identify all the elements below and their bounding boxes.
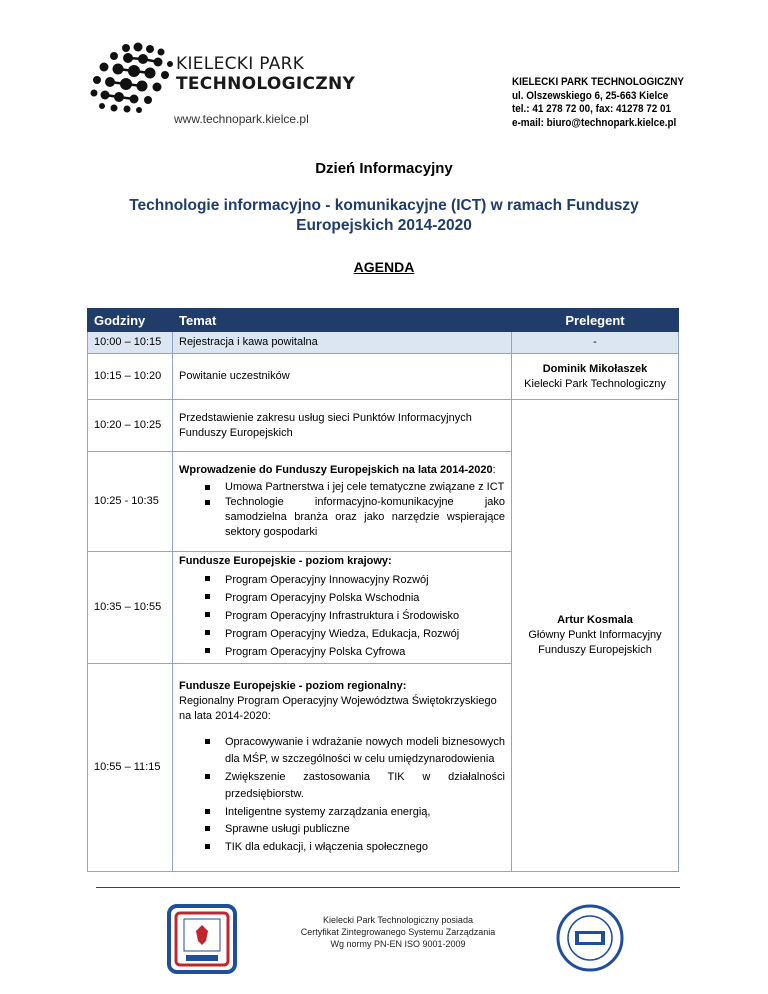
- contact-address: ul. Olszewskiego 6, 25-663 Kielce: [512, 89, 669, 102]
- event-title: Technologie informacyjno - komunikacyjne (ICT) w ramach Funduszy Europejskich 2014-2020: [129, 197, 639, 234]
- row-topic: Przedstawienie zakresu usług sieci Punktów Informacyjnych Funduszy Europejskich: [173, 400, 512, 452]
- row-topic: [173, 664, 512, 872]
- header-speaker: Prelegent: [512, 309, 679, 332]
- header-time: Godziny: [88, 309, 173, 332]
- topic-list: [179, 571, 505, 661]
- row-topic: [173, 452, 512, 552]
- list-item: Program Operacyjny Innowacyjny Rozwój: [225, 571, 505, 589]
- logo-text-line1: KIELECKI PARK: [176, 54, 305, 74]
- header-topic: Temat: [173, 309, 512, 332]
- topic-title: Fundusze Europejskie - poziom krajowy:: [179, 555, 392, 567]
- logo-url[interactable]: www.technopark.kielce.pl: [174, 112, 309, 126]
- speaker-role-line2: Funduszy Europejskich: [538, 644, 652, 656]
- contact-block: [512, 76, 684, 130]
- topic-title: Wprowadzenie do Funduszy Europejskich na lata 2014-2020: [179, 464, 493, 476]
- event-heading: Dzień Informacyjny: [315, 160, 453, 177]
- footer-line1: Kielecki Park Technologiczny posiada: [323, 915, 473, 925]
- contact-phone: tel.: 41 278 72 00, fax: 41278 72 01: [512, 103, 672, 115]
- row-time: 10:25 - 10:35: [88, 452, 173, 552]
- list-item: Sprawne usługi publiczne: [225, 821, 505, 839]
- list-item: Program Operacyjny Polska Wschodnia: [225, 589, 505, 607]
- speaker-role: Główny Punkt Informacyjny: [528, 629, 662, 641]
- list-item: Inteligentne systemy zarządzania energią,: [225, 804, 505, 822]
- row-time: 10:20 – 10:25: [88, 400, 173, 452]
- row-time: 10:35 – 10:55: [88, 552, 173, 664]
- list-item: Opracowywanie i wdrażanie nowych modeli biznesowych dla MŚP, w szczególności w celu umiędzynarodowienia: [225, 734, 505, 769]
- topic-subtitle: Regionalny Program Operacyjny Województwa Świętokrzyskiego na lata 2014-2020:: [179, 694, 497, 722]
- kpt-logo: [88, 42, 356, 132]
- list-item: Zwiększenie zastosowania TIK w działalności przedsiębiorstw.: [225, 769, 505, 804]
- row-speaker: -: [512, 332, 679, 354]
- list-item: Technologie informacyjno-komunikacyjne jako samodzielna branża oraz jako narzędzie wspierające sektory gospodarki: [225, 496, 505, 538]
- speaker-name: Dominik Mikołaszek: [542, 362, 648, 375]
- footer-line2: Certyfikat Zintegrowanego Systemu Zarządzania: [300, 927, 496, 937]
- row-topic: Powitanie uczestników: [173, 354, 512, 400]
- agenda-heading: AGENDA: [353, 259, 415, 275]
- row-topic: Rejestracja i kawa powitalna: [173, 332, 512, 354]
- logo-text-line2: TECHNOLOGICZNY: [176, 74, 356, 94]
- contact-name: KIELECKI PARK TECHNOLOGICZNY: [512, 76, 684, 88]
- row-topic: [173, 552, 512, 664]
- topic-title: Fundusze Europejskie - poziom regionalny:: [179, 679, 407, 692]
- iqnet-certificate-icon: [555, 903, 625, 973]
- list-item: Program Operacyjny Infrastruktura i Środowisko: [225, 607, 505, 625]
- contact-email[interactable]: e-mail: biuro@technopark.kielce.pl: [512, 116, 677, 129]
- table-row: [88, 332, 679, 354]
- shared-speaker-cell: [512, 400, 679, 872]
- table-row: [88, 354, 679, 400]
- speaker-org: Kielecki Park Technologiczny: [524, 377, 666, 390]
- row-time: 10:00 – 10:15: [88, 332, 173, 354]
- topic-list: [179, 734, 505, 857]
- topic-list: [179, 480, 505, 540]
- footer-certificate-text: [248, 914, 548, 950]
- pcbc-certificate-icon: [166, 903, 238, 975]
- kpt-logo-mark-icon: [88, 42, 178, 114]
- list-item: Program Operacyjny Wiedza, Edukacja, Rozwój: [225, 625, 505, 643]
- row-time: 10:55 – 11:15: [88, 664, 173, 872]
- footer-divider: [96, 887, 680, 888]
- list-item: Umowa Partnerstwa i jej cele tematyczne związane z ICT: [225, 481, 505, 493]
- topic-title-suffix: :: [492, 464, 496, 476]
- speaker-name: Artur Kosmala: [557, 614, 633, 626]
- table-header-row: [88, 309, 679, 332]
- list-item: Program Operacyjny Polska Cyfrowa: [225, 643, 505, 661]
- table-row: [88, 400, 679, 452]
- list-item: TIK dla edukacji, i włączenia społecznego: [225, 839, 505, 857]
- agenda-table: [87, 308, 679, 872]
- footer-line3: Wg normy PN-EN ISO 9001-2009: [330, 939, 466, 949]
- row-time: 10:15 – 10:20: [88, 354, 173, 400]
- row-speaker: [512, 354, 679, 400]
